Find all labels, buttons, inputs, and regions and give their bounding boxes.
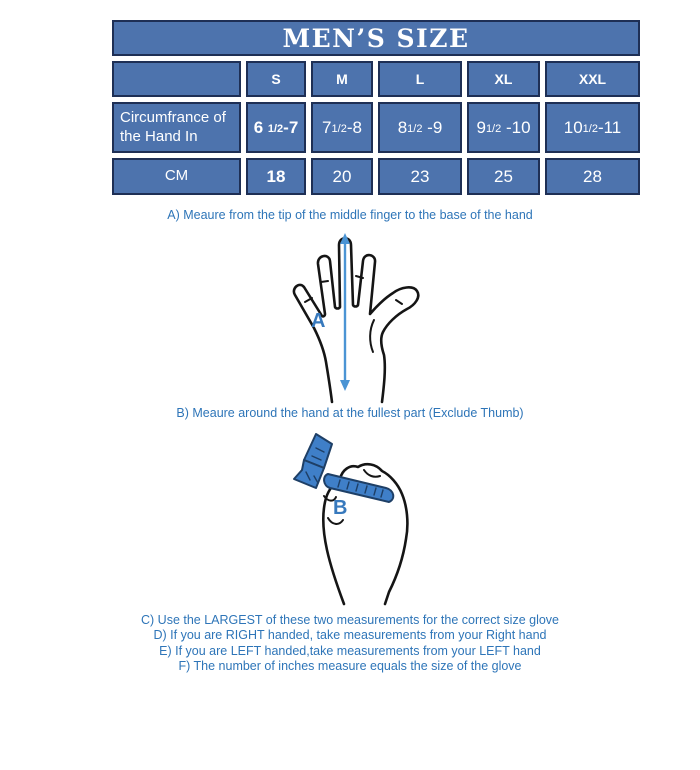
cm-value-m: 20: [311, 158, 373, 195]
inches-value-s-post: -7: [283, 117, 299, 137]
inches-value-m: [311, 102, 373, 153]
inches-value-xxl-frac: 1/2: [582, 122, 598, 135]
cm-value-xxl: 28: [545, 158, 640, 195]
size-header-xl: XL: [467, 61, 540, 97]
inches-value-xxl: [545, 102, 640, 153]
inches-value-l-post: -9: [422, 117, 443, 137]
inches-value-xl-frac: 1/2: [485, 122, 502, 135]
table-title: MEN’S SIZE: [112, 20, 640, 56]
inches-value-xxl-post: -11: [597, 117, 622, 137]
inches-value-m-pre: 7: [322, 117, 332, 137]
cm-value-l: 23: [378, 158, 462, 195]
instruction-f: F) The number of inches measure equals the size of the glove: [178, 658, 522, 673]
inches-value-m-post: -8: [346, 117, 362, 137]
size-header-s: S: [246, 61, 306, 97]
size-header-l: L: [378, 61, 462, 97]
cm-value-xl: 25: [467, 158, 540, 195]
label-b: B: [332, 497, 347, 519]
corner-cell: [112, 61, 241, 97]
inches-value-l: [378, 102, 462, 153]
inches-value-xl-pre: 9: [476, 117, 486, 137]
inches-value-s-pre: 6: [253, 117, 268, 137]
inches-value-l-frac: 1/2: [407, 122, 423, 135]
inches-value-l-pre: 8: [397, 117, 408, 137]
inches-value-s: [246, 102, 306, 153]
size-header-xxl: XXL: [545, 61, 640, 97]
hand-length-diagram: [268, 228, 433, 404]
instruction-d: D) If you are RIGHT handed, take measurements from your Right hand: [153, 628, 547, 643]
inches-value-s-frac: 1/2: [267, 122, 284, 135]
label-a: A: [310, 310, 325, 332]
hand-circumference-diagram: [268, 426, 433, 606]
instruction-a: A) Meaure from the tip of the middle finger to the base of the hand: [167, 208, 533, 222]
instructions-block: [0, 613, 700, 674]
row-label-cm: CM: [112, 158, 241, 195]
row-label-inches: Circumfrance of the Hand In: [112, 102, 241, 153]
instruction-e: E) If you are LEFT handed,take measurements from your LEFT hand: [159, 643, 541, 658]
size-header-m: M: [311, 61, 373, 97]
inches-value-xxl-pre: 10: [563, 117, 583, 137]
instruction-c: C) Use the LARGEST of these two measurements for the correct size glove: [141, 613, 559, 627]
inches-value-m-frac: 1/2: [331, 122, 347, 135]
inches-value-xl-post: -10: [501, 117, 531, 137]
cm-value-s: 18: [246, 158, 306, 195]
mens-size-table: [112, 20, 640, 195]
instruction-b: B) Meaure around the hand at the fullest part (Exclude Thumb): [176, 406, 524, 420]
inches-value-xl: [467, 102, 540, 153]
